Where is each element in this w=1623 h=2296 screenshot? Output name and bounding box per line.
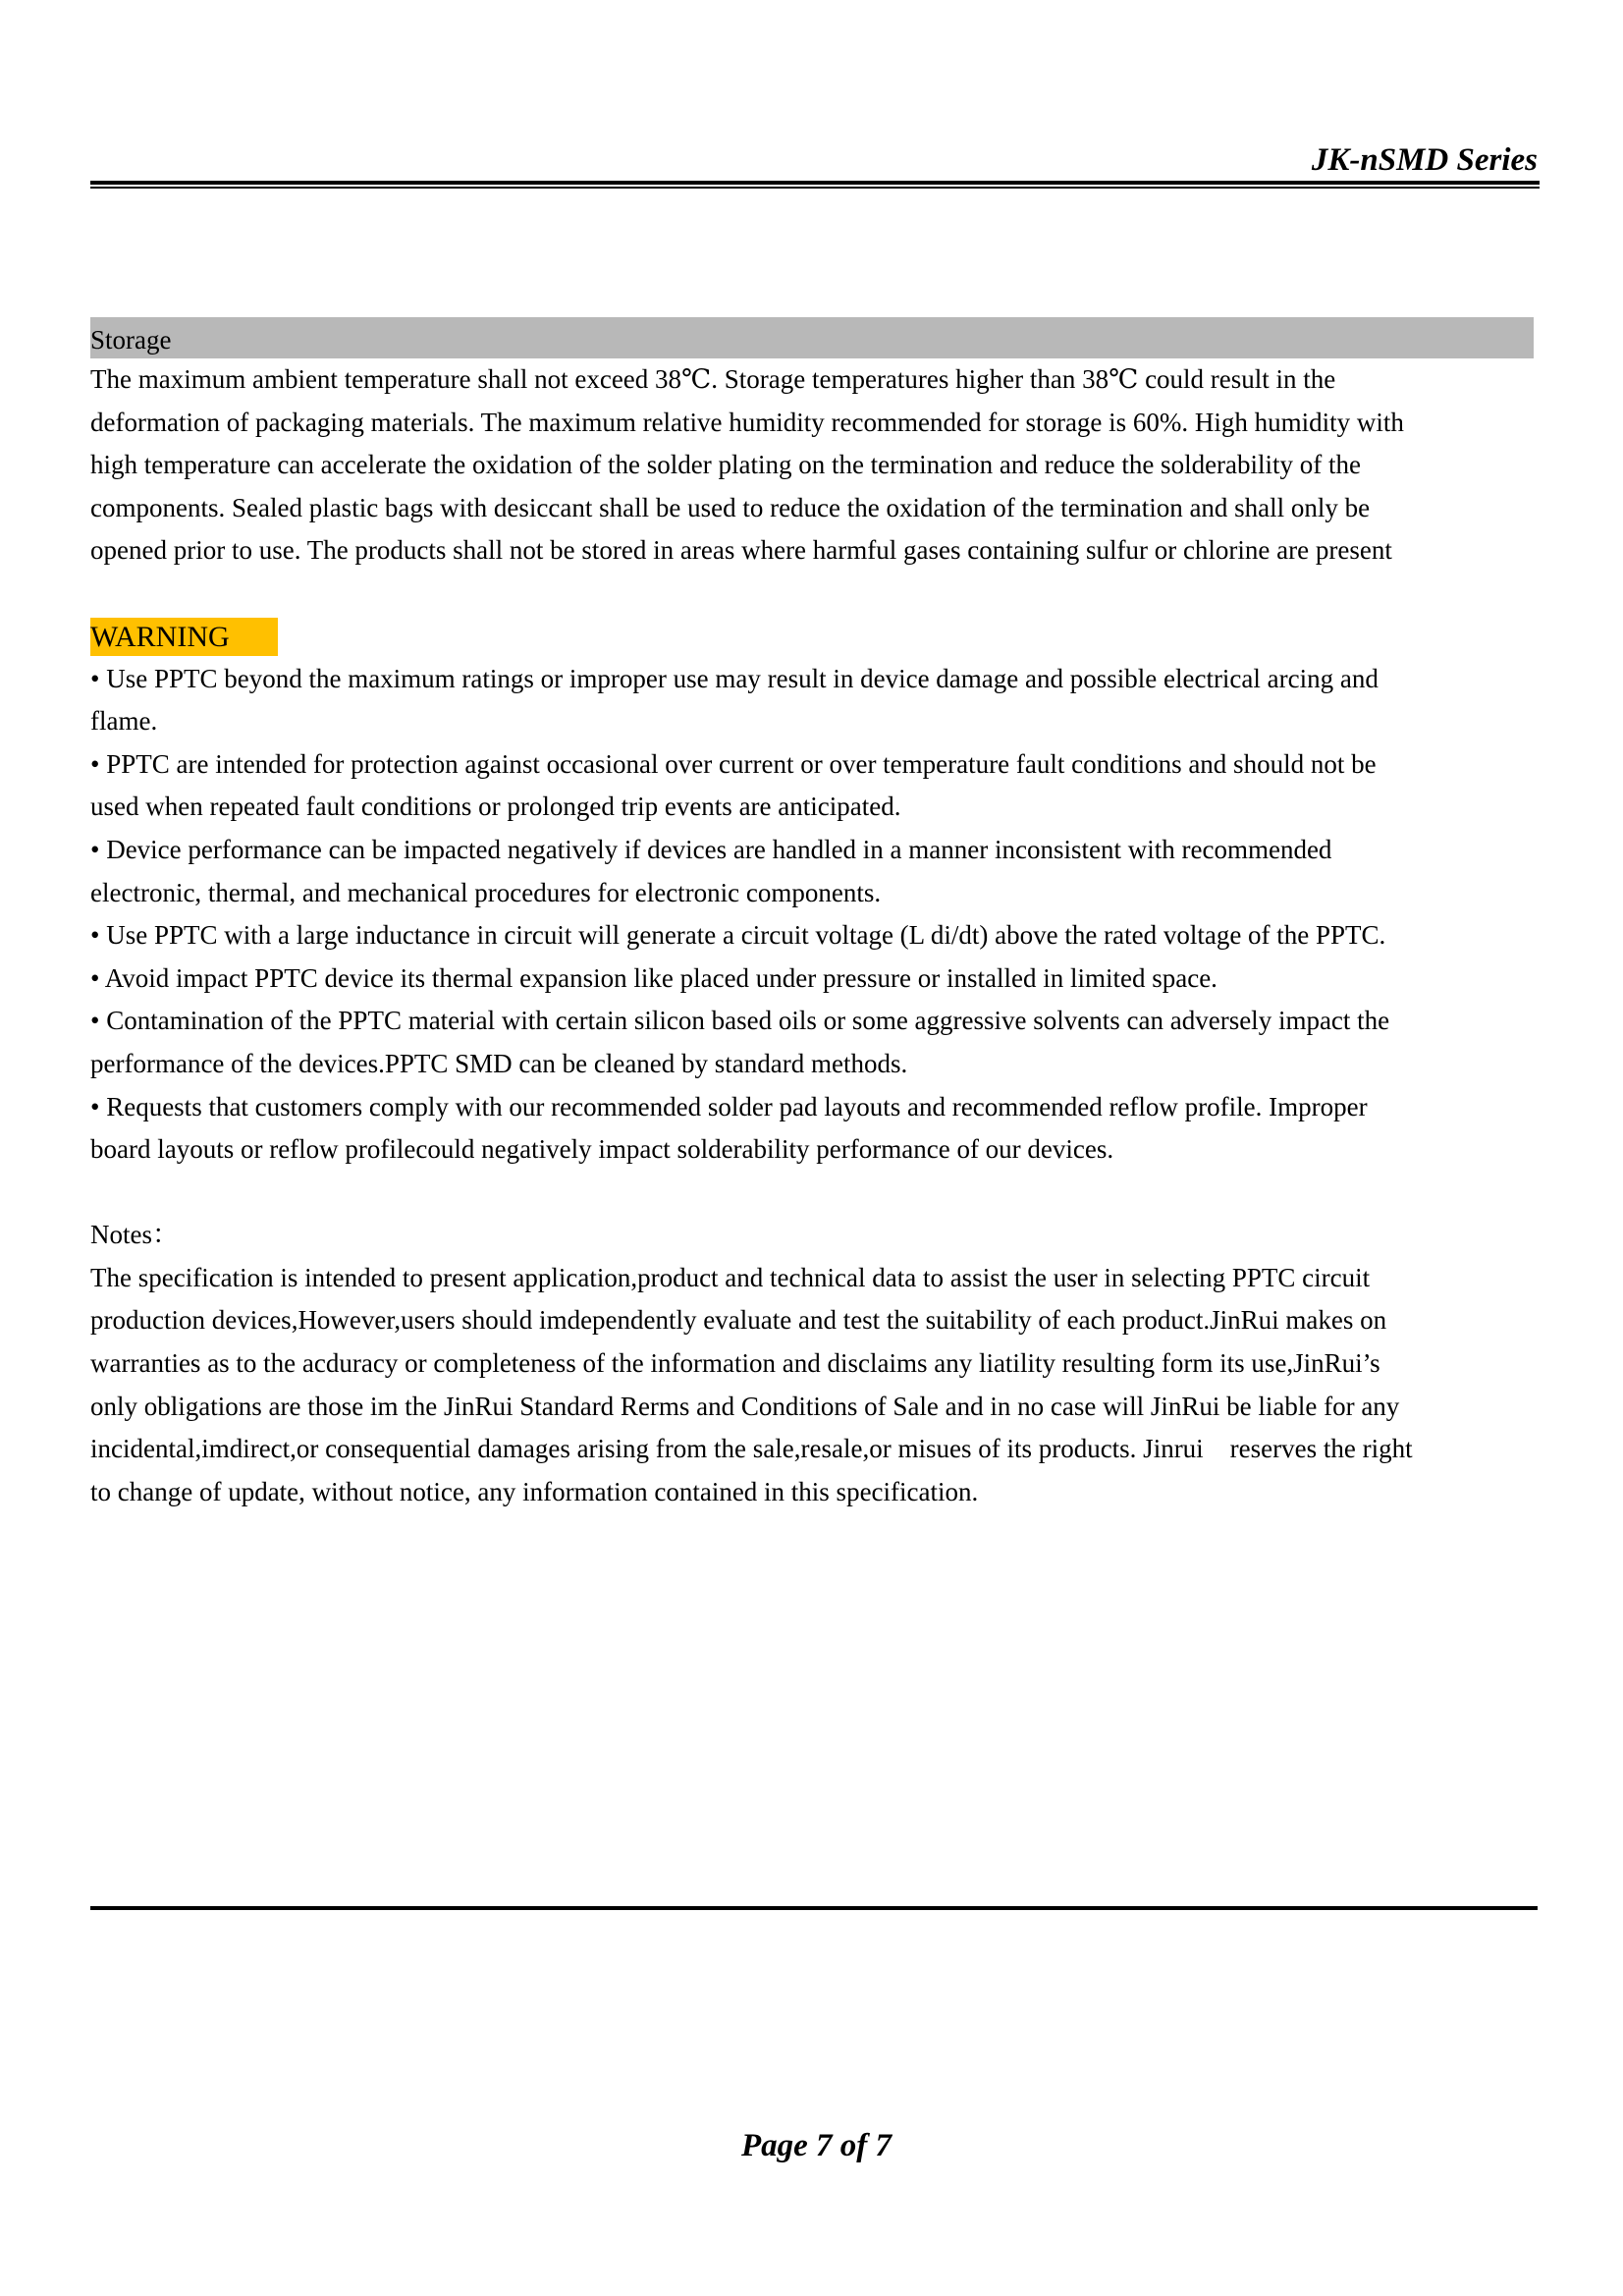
warning-line: • Avoid impact PPTC device its thermal expansion like placed under pressure or installed in limited space. [90,962,1217,993]
storage-line: high temperature can accelerate the oxidation of the solder plating on the termination and reduce the solderability of the [90,450,1362,480]
header-rule-thick [90,181,1540,185]
notes-line: warranties as to the acduracy or completeness of the information and disclaims any liatility resulting form its use,JinRui’s [90,1348,1380,1379]
notes-line: only obligations are those im the JinRui Standard Rerms and Conditions of Sale and in no case will JinRui be liable for any [90,1391,1400,1421]
warning-list [90,658,1563,1172]
notes-line: production devices,However,users should imdependently evaluate and test the suitability of each product.JinRui makes on [90,1305,1387,1336]
header-rule-thin [90,187,1540,189]
warning-line: flame. [90,706,158,737]
warning-line: • Contamination of the PPTC material with certain silicon based oils or some aggressive solvents can adversely impact the [90,1006,1390,1036]
notes-paragraph [90,1257,1563,1514]
page-content [90,317,1563,1513]
warning-label: WARNING [90,618,278,656]
warning-line: • Use PPTC beyond the maximum ratings or improper use may result in device damage and possible electrical arcing and [90,663,1379,693]
spacer [90,1172,1563,1215]
document-series-title: JK-nSMD Series [1311,142,1538,178]
storage-line: components. Sealed plastic bags with desiccant shall be used to reduce the oxidation of the termination and shall only be [90,492,1371,522]
warning-line: board layouts or reflow profilecould negatively impact solderability performance of our devices. [90,1134,1114,1165]
storage-heading: Storage [90,317,1534,358]
page-number: Page 7 of 7 [740,2128,893,2163]
footer-rule [90,1906,1538,1910]
notes-line: incidental,imdirect,or consequential damages arising from the sale,resale,or misues of its products. Jinrui reserves the right [90,1434,1413,1464]
storage-line: deformation of packaging materials. The maximum relative humidity recommended for storage is 60%. High humidity with [90,407,1404,437]
warning-line: • Requests that customers comply with our recommended solder pad layouts and recommended reflow profile. Improper [90,1091,1368,1121]
storage-paragraph [90,358,1563,573]
warning-line: • PPTC are intended for protection against occasional over current or over temperature fault conditions and should not be [90,748,1377,779]
notes-line: The specification is intended to present application,product and technical data to assist the user in selecting PPTC circuit [90,1262,1371,1292]
warning-line: • Use PPTC with a large inductance in circuit will generate a circuit voltage (L di/dt) above the rated voltage of the PPTC. [90,920,1386,951]
warning-line: electronic, thermal, and mechanical procedures for electronic components. [90,877,882,907]
storage-line: The maximum ambient temperature shall not exceed 38℃. Storage temperatures higher than 38℃ could result in the [90,364,1336,394]
warning-line: • Device performance can be impacted negatively if devices are handled in a manner inconsistent with recommended [90,834,1332,864]
spacer [90,573,1563,616]
notes-label: Notes： [90,1220,179,1250]
notes-line: to change of update, without notice, any information contained in this specification. [90,1476,979,1506]
warning-line: performance of the devices.PPTC SMD can be cleaned by standard methods. [90,1048,908,1078]
warning-heading-row [90,616,1563,658]
warning-line: used when repeated fault conditions or prolonged trip events are anticipated. [90,792,901,822]
storage-line: opened prior to use. The products shall not be stored in areas where harmful gases containing sulfur or chlorine are present [90,535,1392,566]
